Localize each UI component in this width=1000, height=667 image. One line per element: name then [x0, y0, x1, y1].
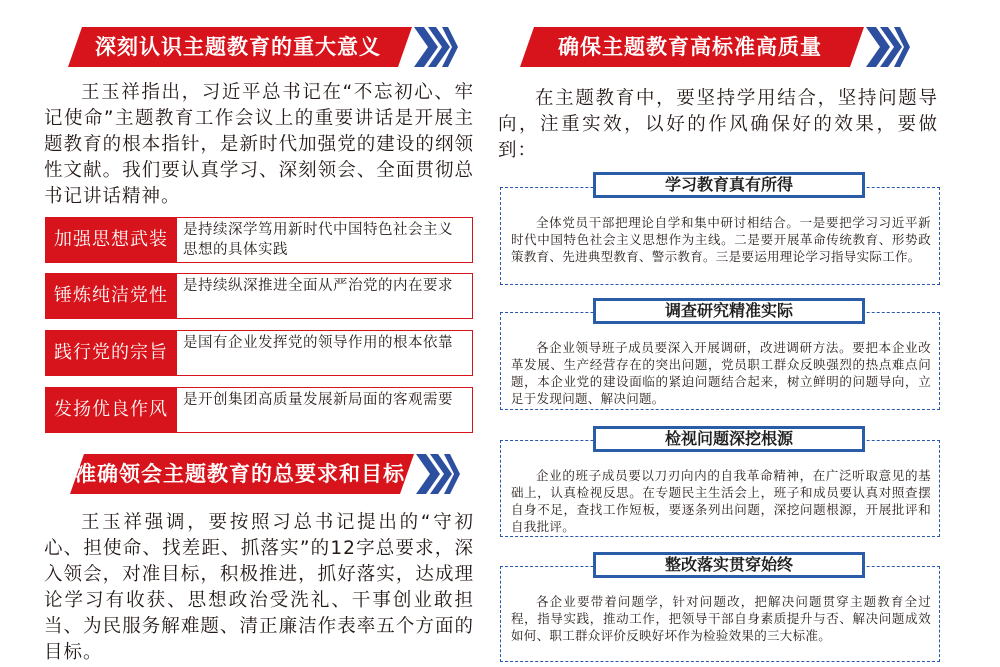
item-heading [593, 172, 865, 198]
item-box [500, 566, 940, 662]
principle-text: 是国有企业发挥党的领导作用的根本依靠 [177, 330, 473, 376]
item-heading-label: 调查研究精准实际 [596, 301, 862, 321]
item-heading [593, 298, 865, 324]
section-title: 深刻认识主题教育的重大意义 [95, 35, 381, 59]
significance-paragraph: 王玉祥指出，习近平总书记在“不忘初心、牢记使命”主题教育工作会议上的重要讲话是开展主题教育的根本指针，是新时代加强党的建设的纲领性文献。我们要认真学习、深刻领会、全面贯彻总书记讲话精神。 [44, 82, 474, 207]
principle-text: 是持续深学笃用新时代中国特色社会主义思想的具体实践 [177, 217, 473, 263]
item-box [500, 312, 940, 410]
principle-item [45, 387, 473, 433]
item-text: 各企业领导班子成员要深入开展调研，改进调研方法。要把本企业改革发展、生产经营存在的突出问题，党员职工群众反映强烈的热点难点问题，本企业党的建设面临的紧迫问题结合起来，树立鲜明的问题导向，立足于发现问题、解决问题。 [511, 340, 931, 406]
item-heading [593, 552, 865, 578]
banner-quality [520, 27, 910, 67]
requirements-paragraph: 王玉祥强调，要按照习总书记提出的“守初心、担使命、找差距、抓落实”的12字总要求，深入领会，对准目标，积极推进，抓好落实，达成理论学习有收获、思想政治受洗礼、干事创业敢担当、为民服务解难题、清正廉洁作表率五个方面的目标。 [44, 512, 474, 663]
principle-label: 锤炼纯洁党性 [45, 273, 177, 319]
banner-requirements [70, 454, 460, 494]
item-text: 企业的班子成员要以刀刃向内的自我革命精神，在广泛听取意见的基础上，认真检视反思。在专题民主生活会上，班子和成员要认真对照查摆自身不足，查找工作短板，要逐条列出问题，深挖问题根源，开展批评和自我批评。 [511, 468, 931, 534]
principle-item [45, 217, 473, 263]
principle-text: 是开创集团高质量发展新局面的客观需要 [177, 387, 473, 433]
principle-label: 发扬优良作风 [45, 387, 177, 433]
section-title: 确保主题教育高标准高质量 [558, 35, 822, 59]
item-heading-label: 整改落实贯穿始终 [596, 555, 862, 575]
item-text: 各企业要带着问题学，针对问题改，把解决问题贯穿主题教育全过程，指导实践，推动工作，把领导干部自身素质提升与否、解决问题成效如何、职工群众评价反映好坏作为检验效果的三大标准。 [511, 594, 931, 643]
section-title: 准确领会主题教育的总要求和目标 [75, 462, 405, 486]
principle-label: 践行党的宗旨 [45, 330, 177, 376]
item-heading-label: 检视问题深挖根源 [596, 429, 862, 449]
item-text: 全体党员干部把理论自学和集中研讨相结合。一是要把学习习近平新时代中国特色社会主义思想作为主线。二是要开展革命传统教育、形势政策教育、先进典型教育、警示教育。三是要运用理论学习指导实际工作。 [511, 215, 931, 264]
principle-text: 是持续纵深推进全面从严治党的内在要求 [177, 273, 473, 319]
item-heading [593, 426, 865, 452]
principle-label: 加强思想武装 [45, 217, 177, 263]
item-heading-label: 学习教育真有所得 [596, 175, 862, 195]
principle-item [45, 330, 473, 376]
item-box [500, 187, 940, 285]
item-box [500, 440, 940, 537]
quality-intro: 在主题教育中，要坚持学用结合，坚持问题导向，注重实效，以好的作风确保好的效果，要做到： [498, 88, 938, 161]
banner-significance [68, 27, 458, 67]
principle-item [45, 273, 473, 319]
